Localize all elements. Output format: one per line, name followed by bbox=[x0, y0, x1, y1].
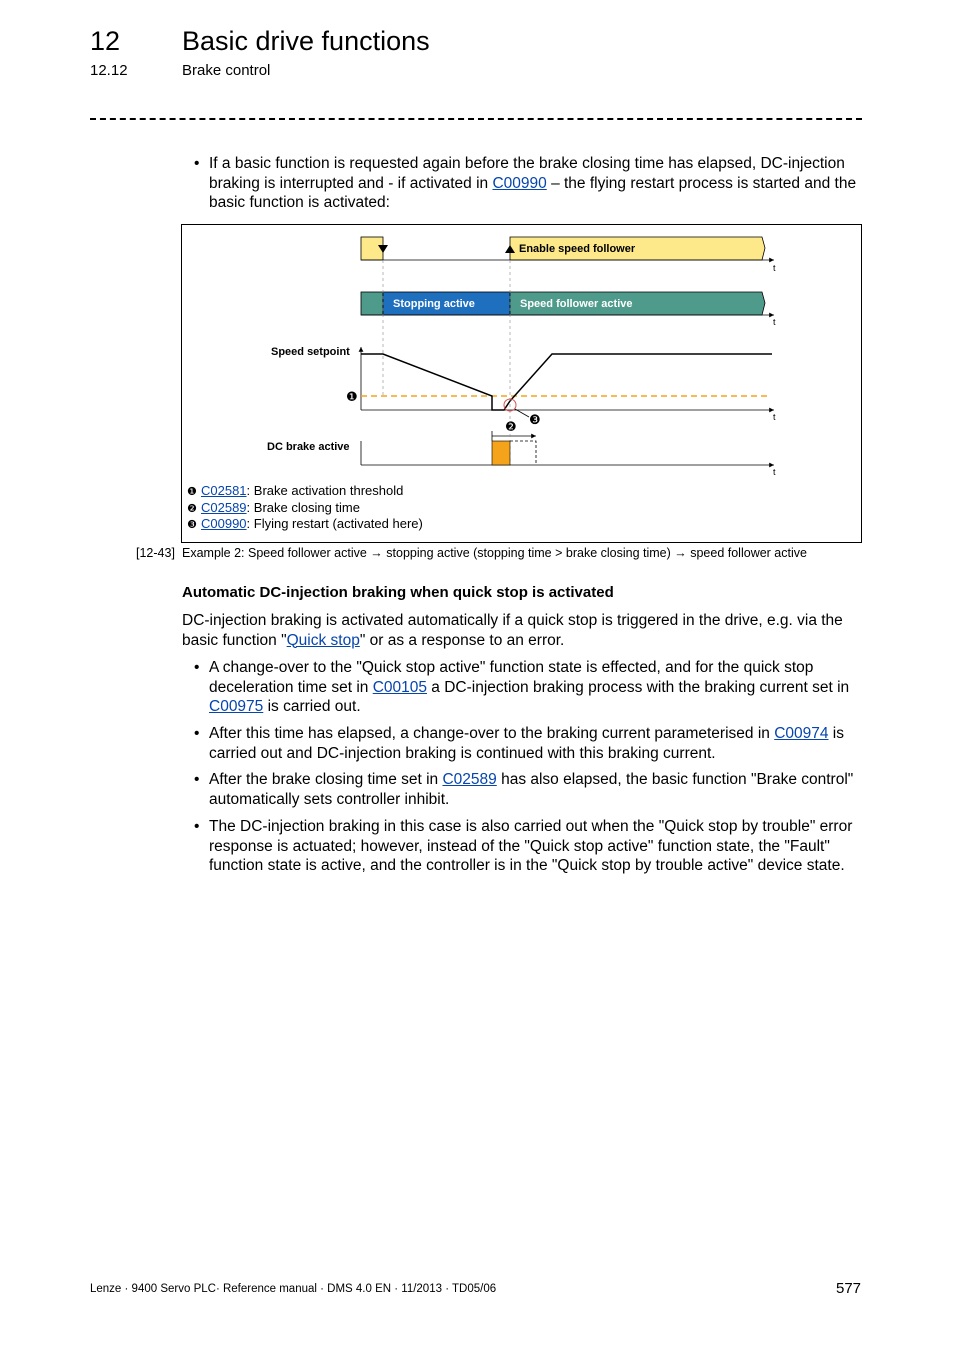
subheading: Automatic DC-injection braking when quick stop is activated bbox=[182, 584, 614, 601]
chapter-title: Basic drive functions bbox=[182, 26, 430, 56]
legend-item-1 bbox=[187, 483, 403, 498]
section-title: Brake control bbox=[182, 62, 271, 79]
chapter-number: 12 bbox=[90, 26, 121, 56]
bullet-1-line-2b: a DC-injection braking process with the braking current set in bbox=[427, 678, 850, 696]
bullet-text-3 bbox=[209, 770, 869, 809]
figure-caption bbox=[136, 546, 807, 560]
link-c00105[interactable]: C00105 bbox=[372, 678, 427, 696]
marker-2: ❷ bbox=[505, 420, 517, 435]
bullet-3-line-2: automatically sets controller inhibit. bbox=[209, 790, 450, 808]
t-label-2: t bbox=[773, 317, 776, 327]
header-divider bbox=[90, 118, 862, 120]
bullet-3-line-1b: has also elapsed, the basic function "Brake control" bbox=[496, 771, 854, 788]
link-c00974[interactable]: C00974 bbox=[774, 725, 829, 742]
link-c00990[interactable]: C00990 bbox=[492, 174, 547, 192]
legend-text-1: : Brake activation threshold bbox=[246, 483, 404, 498]
bullet-marker: • bbox=[194, 155, 200, 172]
bullet-text-2 bbox=[209, 724, 869, 763]
legend-num-2: ❷ bbox=[187, 503, 197, 515]
link-c00990-legend[interactable]: C00990 bbox=[201, 516, 247, 531]
t-label-3: t bbox=[773, 412, 776, 422]
para-line-2b: " or as a response to an error. bbox=[359, 631, 565, 649]
legend-item-3 bbox=[187, 516, 423, 531]
link-c00975[interactable]: C00975 bbox=[209, 698, 264, 715]
bullet-text-1 bbox=[209, 658, 869, 717]
intro-line-2a: braking is interrupted and - if activated in bbox=[209, 174, 493, 192]
legend-item-2 bbox=[187, 500, 360, 515]
link-c02581[interactable]: C02581 bbox=[201, 483, 247, 498]
legend-num-1: ❶ bbox=[187, 486, 197, 498]
speed-setpoint-label: Speed setpoint bbox=[271, 346, 350, 358]
t-label-1: t bbox=[773, 263, 776, 273]
link-c02589[interactable]: C02589 bbox=[201, 500, 247, 515]
legend-num-3: ❸ bbox=[187, 519, 197, 531]
bullet-3-line-1a: After the brake closing time set in bbox=[209, 771, 443, 788]
bullet-marker: • bbox=[194, 659, 200, 676]
stopping-active-label: Stopping active bbox=[393, 298, 475, 310]
bullet-marker: • bbox=[194, 771, 200, 788]
footer-text: Lenze · 9400 Servo PLC· Reference manual · DMS 4.0 EN · 11/2013 · TD05/06 bbox=[90, 1283, 497, 1295]
bullet-1-line-1: A change-over to the "Quick stop active" function state is effected, and for the quick stop bbox=[209, 659, 814, 676]
intro-paragraph bbox=[182, 611, 872, 650]
dc-brake-active-label: DC brake active bbox=[267, 441, 350, 453]
enable-speed-follower-label: Enable speed follower bbox=[519, 243, 636, 255]
link-c02589-body[interactable]: C02589 bbox=[442, 771, 497, 788]
state-pre bbox=[361, 292, 383, 315]
bullet-4-line-1: The DC-injection braking in this case is also carried out when the "Quick stop by trouble" error bbox=[209, 818, 853, 835]
marker-3: ❸ bbox=[529, 413, 541, 428]
section-number: 12.12 bbox=[90, 62, 128, 79]
bullet-1-line-2a: deceleration time set in bbox=[209, 678, 373, 696]
dc-brake-pulse bbox=[492, 441, 510, 465]
bullet-2-line-1b: is bbox=[828, 725, 844, 742]
bullet-4-line-3: function state is active, and the controller is in the "Quick stop by trouble active" device state. bbox=[209, 857, 845, 874]
speed-setpoint-curve bbox=[361, 354, 772, 410]
dc-brake-planned bbox=[510, 441, 536, 465]
marker-1: ❶ bbox=[346, 390, 358, 405]
intro-bullet-text bbox=[209, 154, 869, 213]
timing-diagram bbox=[181, 224, 862, 543]
bullet-marker: • bbox=[194, 725, 200, 742]
link-quick-stop[interactable]: Quick stop bbox=[286, 631, 360, 649]
bullet-marker: • bbox=[194, 818, 200, 835]
enable-signal-pre bbox=[361, 237, 383, 260]
caption-text: Example 2: Speed follower active → stopping active (stopping time > brake closing time) → speed follower active bbox=[182, 546, 807, 560]
intro-line-1: If a basic function is requested again before the brake closing time has elapsed, DC-injection bbox=[209, 155, 845, 172]
t-label-4: t bbox=[773, 467, 776, 477]
bullet-1-line-3: is carried out. bbox=[263, 698, 361, 715]
figure-tag: [12-43] bbox=[136, 546, 175, 560]
bullet-2-line-1a: After this time has elapsed, a change-over to the braking current parameterised in bbox=[209, 725, 775, 742]
para-line-2a: basic function " bbox=[182, 631, 287, 649]
bullet-2-line-2: carried out and DC-injection braking is continued with this braking current. bbox=[209, 744, 716, 762]
page-number: 577 bbox=[836, 1280, 862, 1297]
speed-follower-active-label: Speed follower active bbox=[520, 298, 633, 310]
intro-line-3: basic function is activated: bbox=[209, 194, 390, 211]
para-line-1: DC-injection braking is activated automatically if a quick stop is triggered in the drive, e.g. via the bbox=[182, 612, 843, 629]
bullet-text-4 bbox=[209, 817, 869, 876]
bullet-4-line-2: response is actuated; however, instead of the "Quick stop active" function state, the "Fault" bbox=[209, 837, 830, 855]
legend-text-3: : Flying restart (activated here) bbox=[246, 516, 423, 531]
legend-text-2: : Brake closing time bbox=[246, 500, 360, 515]
intro-line-2b: – the flying restart process is started and the bbox=[546, 174, 857, 192]
